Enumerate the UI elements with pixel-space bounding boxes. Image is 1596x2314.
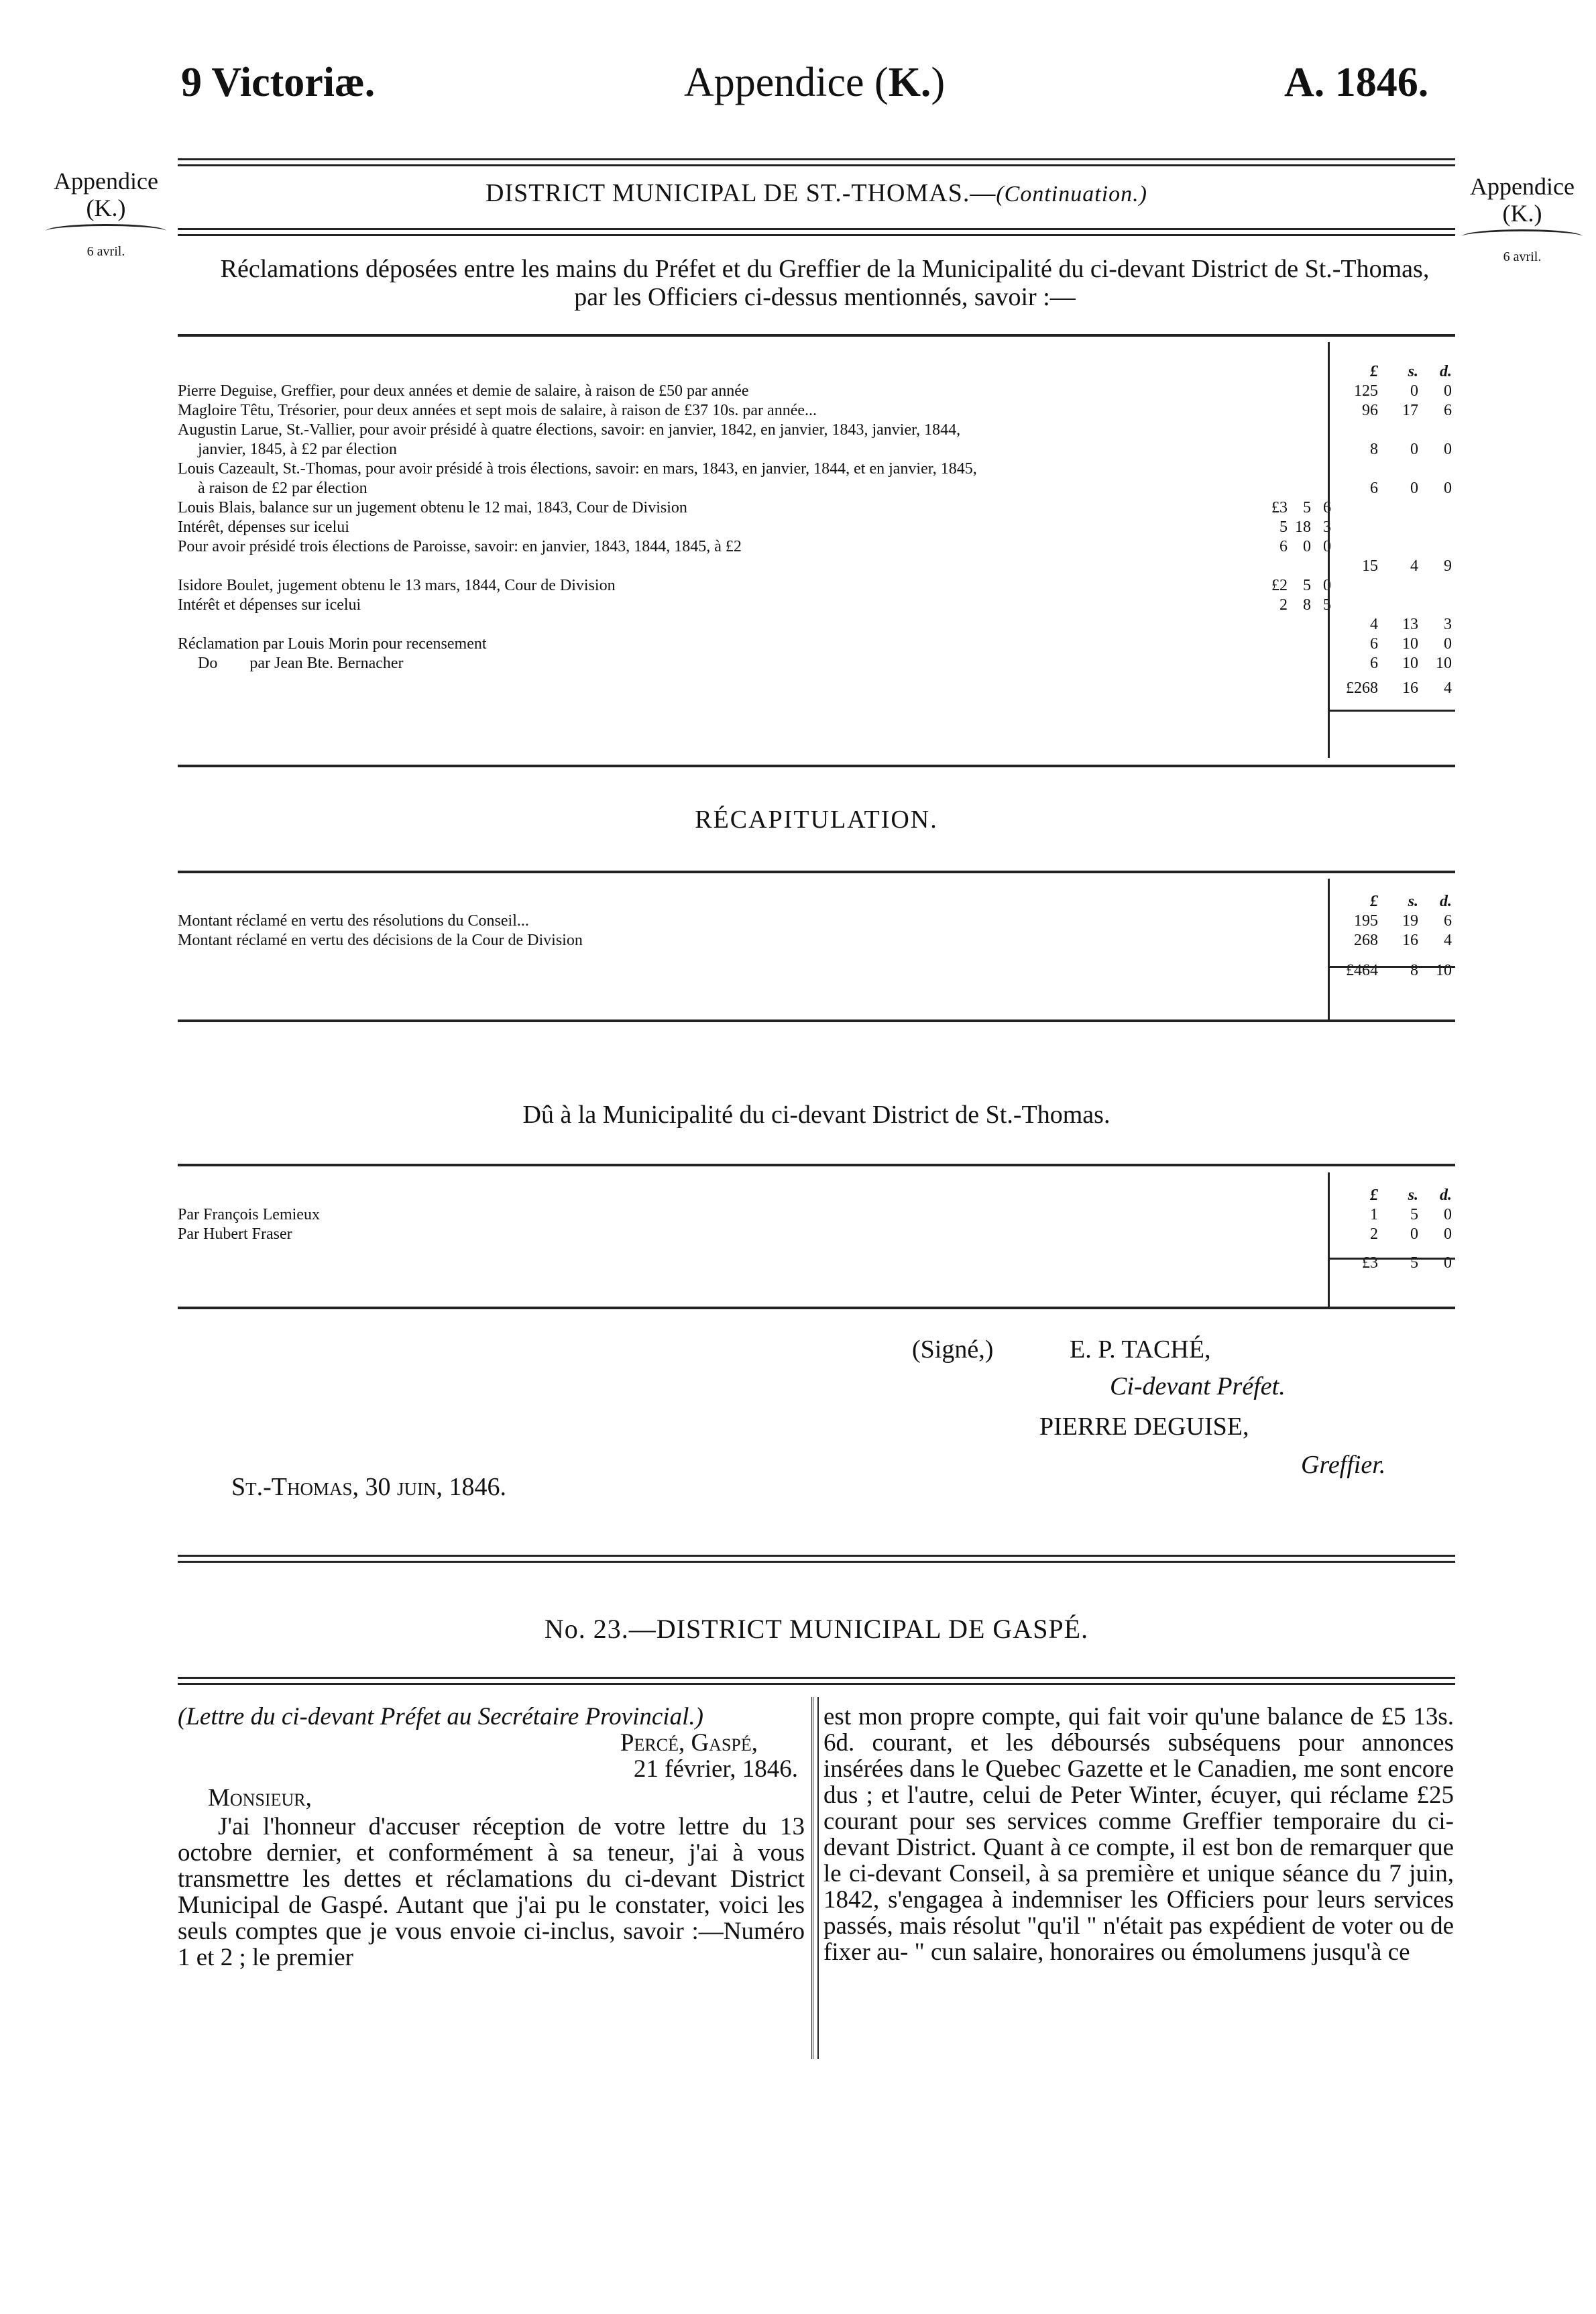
row-description [178,382,1224,401]
amount-d: 0 [1444,480,1452,497]
recap-row [178,912,1455,931]
claims-rows [178,382,1455,673]
margin-label: Appendice [1470,173,1575,200]
claim-row [178,498,1455,518]
row-description [178,596,1224,615]
row-description [178,1225,1224,1244]
recap-top-rule [178,871,1455,873]
recap-title: RÉCAPITULATION. [695,806,938,834]
claim-row [178,615,1455,635]
amount-s: 0 [1410,441,1418,458]
amount-s: 10 [1402,635,1418,653]
row-description [178,576,1224,596]
header-appendix-letter: K. [888,60,931,105]
letter-left-column [178,1704,805,1971]
recap-table [178,892,1455,984]
amount-l: 6 [1370,480,1378,497]
row-description [178,1205,1224,1225]
district-title [178,178,1455,208]
recap-total-pounds: £464 [1346,962,1378,979]
row-text: Par Hubert Fraser [178,1225,292,1243]
claim-row [178,440,1455,459]
row-text: Louis Cazeault, St.-Thomas, pour avoir présidé à trois élections, savoir: en mars, 1843, en janvier, 1844, et en janvier, 1845, [178,460,977,478]
amount-l: 6 [1370,635,1378,653]
amount-sd: 5 [1323,596,1331,614]
amount-d: 6 [1444,912,1452,930]
left-margin-note [39,168,173,265]
running-header [0,59,1596,119]
pounds-head: £ [1370,363,1378,380]
gaspe-title: No. 23.—DISTRICT MUNICIPAL DE GASPÉ. [544,1614,1089,1644]
row-text: Pierre Deguise, Greffier, pour deux années et demie de salaire, à raison de £50 par année [178,382,749,400]
amount-ss: 18 [1295,518,1311,536]
letter-place: Percé, Gaspé, [620,1729,758,1757]
row-description [178,912,1224,931]
row-text: Intérêt et dépenses sur icelui [178,596,361,614]
row-text: Do par Jean Bte. Bernacher [178,655,404,672]
row-description [178,931,1224,950]
due-total-row [178,1244,1455,1278]
row-description [178,421,1224,440]
amount-d: 3 [1444,616,1452,633]
signatory-title-1-text: Ci-devant Préfet. [1110,1372,1286,1400]
claim-row [178,518,1455,537]
amount-sl: 5 [1279,518,1288,536]
pounds-head: £ [1370,1187,1378,1204]
title-rule [178,228,1455,236]
amount-s: 13 [1402,616,1418,633]
amount-l: 96 [1362,402,1378,419]
amount-d: 0 [1444,382,1452,400]
amount-sd: 0 [1323,538,1331,555]
amount-d: 0 [1444,1206,1452,1223]
amount-l: 125 [1354,382,1378,400]
amount-l: 8 [1370,441,1378,458]
margin-date: 6 avril. [1503,250,1542,264]
place-date: St.-Thomas, 30 juin, 1846. [231,1473,507,1501]
margin-date: 6 avril. [87,244,125,259]
margin-letter: (K.) [86,195,126,221]
recap-bottom-rule [178,1020,1455,1022]
claim-row [178,382,1455,401]
amount-s: 19 [1402,912,1418,930]
currency-header-row [178,1186,1455,1205]
due-total-rule [1328,1258,1455,1260]
amount-s: 10 [1402,655,1418,672]
row-text: janvier, 1845, à £2 par élection [178,441,397,458]
due-row [178,1225,1455,1244]
header-session: 9 Victoriæ. [181,60,376,105]
shillings-head: s. [1408,893,1418,910]
recap-total-shillings: 8 [1410,962,1418,979]
letter-heading: (Lettre du ci-devant Préfet au Secrétaire Provincial.) [178,1703,703,1730]
currency-header-row [178,362,1455,382]
claim-row [178,537,1455,557]
row-text: Par François Lemieux [178,1206,320,1223]
claim-row [178,654,1455,673]
claim-row [178,421,1455,440]
pence-head: d. [1440,363,1452,380]
header-appendix [684,59,945,107]
claim-row [178,576,1455,596]
due-total-pounds: £3 [1362,1254,1378,1272]
claims-total-pence: 4 [1444,679,1452,697]
row-description [178,537,1224,557]
amount-d: 0 [1444,635,1452,653]
amount-ss: 8 [1303,596,1311,614]
letter-body-right: est mon propre compte, qui fait voir qu'une balance de £5 13s. 6d. courant, et les déboursés subséquens pour annonces insérées dans le Quebec Gazette et le Canadien, me sont encore dus ; et l'autre, celui de Peter Winter, écuyer, qui réclame £25 courant pour ses services comme Greffier temporaire du ci-devant District. Quant à ce compte, il est bon de remarquer que le ci-devant Conseil, à sa première et unique séance du 7 juin, 1842, s'engagea à indemniser les Officiers pour leurs services passés, mais résolut "qu'il " n'était pas expédient de voter ou de fixer au- " cun salaire, honoraires ou émolumens jusqu'à ce [823,1703,1454,1966]
pence-head: d. [1440,1187,1452,1204]
amount-d: 0 [1444,1225,1452,1243]
claims-total-shillings: 16 [1402,679,1418,697]
due-row [178,1205,1455,1225]
signatory-title-2-text: Greffier. [1301,1451,1386,1479]
claims-bottom-rule [178,765,1455,767]
due-total-pence: 0 [1444,1254,1452,1272]
recap-rows [178,912,1455,950]
recap-total-pence: 10 [1436,962,1452,979]
amount-l: 195 [1354,912,1378,930]
amount-sl: £3 [1271,499,1288,516]
row-text: Magloire Têtu, Trésorier, pour deux années et sept mois de salaire, à raison de £37 10s. par année... [178,402,817,419]
amount-column-divider [1328,1172,1330,1307]
header-appendix-prefix: Appendice ( [684,60,889,105]
row-text: Montant réclamé en vertu des résolutions du Conseil... [178,912,529,930]
row-text: à raison de £2 par élection [178,480,367,497]
amount-d: 6 [1444,402,1452,419]
row-description [178,440,1224,459]
claims-total-pounds: £268 [1346,679,1378,697]
shillings-head: s. [1408,1187,1418,1204]
signed-label: (Signé,) [912,1335,994,1364]
amount-sd: 0 [1323,577,1331,594]
amount-s: 5 [1410,1206,1418,1223]
amount-s: 0 [1410,1225,1418,1243]
due-total-shillings: 5 [1410,1254,1418,1272]
header-rule [178,158,1455,166]
claims-total-rule [1328,710,1455,712]
recap-total-rule [1328,966,1455,968]
claims-intro: Réclamations déposées entre les mains du Préfet et du Greffier de la Municipalité du ci-devant District de St.-Thomas, par les Officiers ci-dessus mentionnés, savoir :— [220,255,1430,311]
signatory-title-1 [1110,1372,1286,1401]
amount-l: 1 [1370,1206,1378,1223]
claim-row [178,596,1455,615]
amount-l: 4 [1370,616,1378,633]
claim-row [178,479,1455,498]
gaspe-title-rule [178,1677,1455,1685]
amount-d: 0 [1444,441,1452,458]
row-description [178,459,1224,479]
row-text: Intérêt, dépenses sur icelui [178,518,349,536]
amount-d: 4 [1444,932,1452,949]
amount-s: 0 [1410,382,1418,400]
row-text: Augustin Larue, St.-Vallier, pour avoir présidé à quatre élections, savoir: en janvier, 1842, en janvier, 1843, janvier, 1844, [178,421,961,439]
due-rows [178,1205,1455,1244]
row-description [178,479,1224,498]
row-text: Isidore Boulet, jugement obtenu le 13 mars, 1844, Cour de Division [178,577,616,594]
row-text: Pour avoir présidé trois élections de Paroisse, savoir: en janvier, 1843, 1844, 1845, à £2 [178,538,742,555]
letter-date: 21 février, 1846. [633,1755,798,1783]
amount-d: 9 [1444,557,1452,575]
margin-brace [46,224,166,238]
amount-l: 6 [1370,655,1378,672]
amount-column-divider [1328,879,1330,1020]
amount-sd: 6 [1323,499,1331,516]
due-bottom-rule [178,1307,1455,1309]
claim-row [178,635,1455,654]
signatory-name-1: E. P. TACHÉ, [1070,1335,1211,1364]
amount-l: 268 [1354,932,1378,949]
row-description [178,498,1224,518]
signatory-name-2: PIERRE DEGUISE, [1039,1413,1249,1441]
recap-total-row [178,950,1455,984]
claims-table [178,362,1455,700]
margin-brace [1462,229,1583,243]
header-appendix-suffix: ) [931,60,946,105]
right-margin-note [1455,173,1589,270]
row-description [178,635,1224,654]
amount-ss: 0 [1303,538,1311,555]
shillings-head: s. [1408,363,1418,380]
row-description [178,401,1224,421]
pence-head: d. [1440,893,1452,910]
claims-total-row [178,673,1455,700]
amount-s: 17 [1402,402,1418,419]
due-table [178,1186,1455,1278]
header-year: A. 1846. [1284,60,1429,105]
due-title: Dû à la Municipalité du ci-devant District de St.-Thomas. [522,1101,1110,1129]
amount-ss: 5 [1303,577,1311,594]
pounds-head: £ [1370,893,1378,910]
recap-row [178,931,1455,950]
district-title-main: DISTRICT MUNICIPAL DE ST.-THOMAS.— [486,179,996,207]
amount-column-divider [1328,342,1330,758]
due-top-rule [178,1164,1455,1166]
section-divider-rule [178,1555,1455,1563]
row-text: Réclamation par Louis Morin pour recensement [178,635,487,653]
row-text: Montant réclamé en vertu des décisions de la Cour de Division [178,932,583,949]
amount-s: 4 [1410,557,1418,575]
claim-row [178,557,1455,576]
letter-right-column [823,1704,1454,1965]
amount-sd: 3 [1323,518,1331,536]
amount-l: 2 [1370,1225,1378,1243]
letter-salutation: Monsieur, [208,1784,312,1812]
currency-header-row [178,892,1455,912]
amount-sl: 6 [1279,538,1288,555]
district-title-continuation: (Continuation.) [996,182,1147,207]
amount-s: 16 [1402,932,1418,949]
amount-l: 15 [1362,557,1378,575]
row-description [178,654,1224,673]
margin-letter: (K.) [1502,200,1542,227]
margin-label: Appendice [54,168,158,195]
claim-row [178,459,1455,479]
row-text: Louis Blais, balance sur un jugement obtenu le 12 mai, 1843, Cour de Division [178,499,687,516]
amount-ss: 5 [1303,499,1311,516]
letter-body-left: J'ai l'honneur d'accuser réception de votre lettre du 13 octobre dernier, et conformément à sa teneur, j'ai à vous transmettre les dettes et réclamations du ci-devant District Municipal de Gaspé. Autant que j'ai pu le constater, voici les seuls comptes que je vous envoie ci-inclus, savoir :—Numéro 1 et 2 ; le premier [178,1813,805,1971]
table-top-rule [178,334,1455,337]
amount-sl: 2 [1279,596,1288,614]
amount-d: 10 [1436,655,1452,672]
row-description [178,518,1224,537]
amount-sl: £2 [1271,577,1288,594]
column-separator [811,1697,819,2059]
claim-row [178,401,1455,421]
amount-s: 0 [1410,480,1418,497]
signatory-title-2 [1301,1450,1385,1480]
